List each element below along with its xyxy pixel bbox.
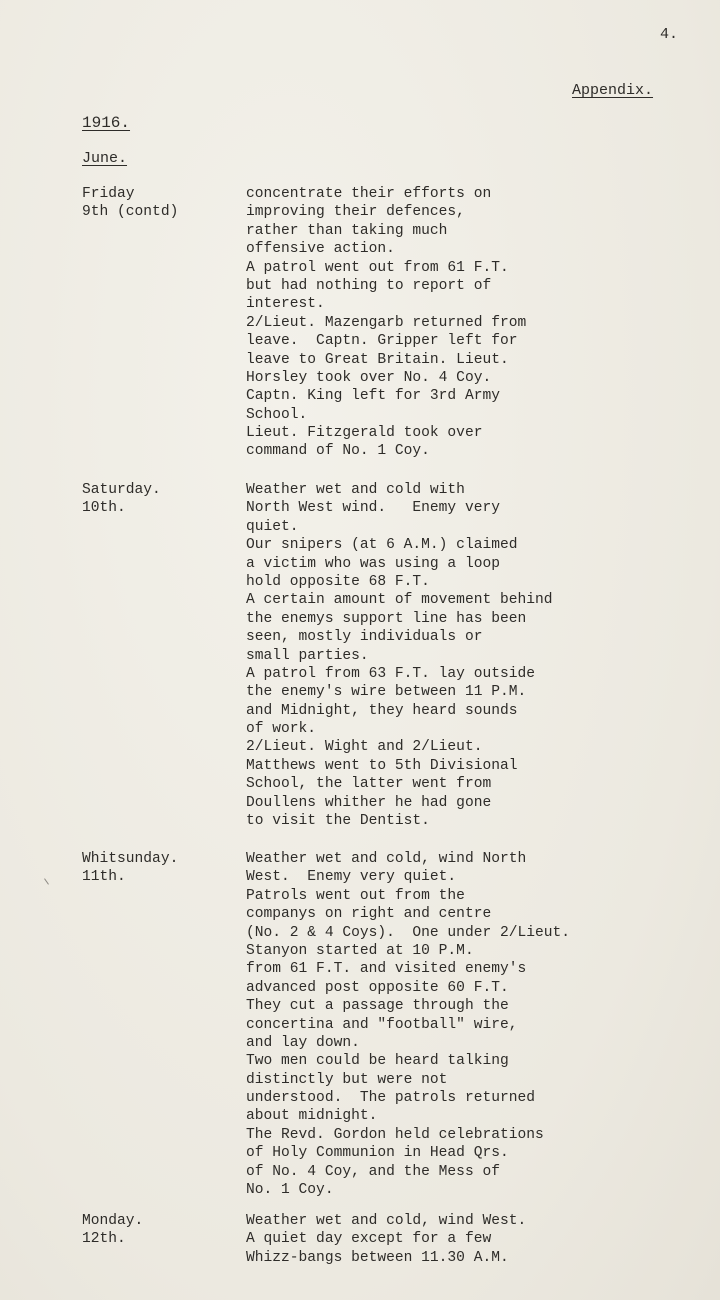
entry-text — [246, 185, 716, 461]
text-line: Matthews went to 5th Divisional — [246, 757, 518, 774]
text-line: command of No. 1 Coy. — [246, 443, 430, 460]
text-line: a victim who was using a loop — [246, 555, 500, 572]
text-line: School. — [246, 406, 308, 423]
stray-pen-mark — [44, 878, 49, 884]
text-line: rather than taking much — [246, 222, 448, 239]
appendix-heading: Appendix. — [572, 82, 654, 99]
text-line: and Midnight, they heard sounds — [246, 702, 518, 719]
text-line: concentrate their efforts on — [246, 186, 492, 202]
text-line: (No. 2 & 4 Coys). One under 2/Lieut. — [246, 924, 571, 941]
text-line: improving their defences, — [246, 204, 465, 221]
text-line: seen, mostly individuals or — [246, 629, 483, 646]
text-line: 2/Lieut. Wight and 2/Lieut. — [246, 739, 483, 756]
text-line: Weather wet and cold, wind West. — [246, 1213, 527, 1229]
text-line: West. Enemy very quiet. — [246, 869, 457, 886]
text-line: of Holy Communion in Head Qrs. — [246, 1145, 509, 1162]
text-line: from 61 F.T. and visited enemy's — [246, 961, 527, 978]
text-line: Captn. King left for 3rd Army — [246, 388, 500, 405]
text-line: Weather wet and cold, wind North — [246, 851, 527, 867]
page-number: 4. — [660, 26, 679, 43]
text-line: about midnight. — [246, 1108, 378, 1125]
text-line: A patrol from 63 F.T. lay outside — [246, 665, 536, 682]
text-line: 2/Lieut. Mazengarb returned from — [246, 314, 527, 331]
text-line: Stanyon started at 10 P.M. — [246, 942, 474, 959]
text-line: Horsley took over No. 4 Coy. — [246, 369, 492, 386]
text-line: to visit the Dentist. — [246, 813, 430, 830]
text-line: small parties. — [246, 647, 369, 664]
text-line: and lay down. — [246, 1034, 360, 1051]
entry-text — [246, 481, 716, 830]
entry-text — [246, 850, 716, 1199]
text-line: leave. Captn. Gripper left for — [246, 333, 518, 350]
entry-day-label: Whitsunday. 11th. — [82, 851, 179, 886]
text-line: North West wind. Enemy very — [246, 500, 500, 517]
entry-text — [246, 1212, 716, 1267]
text-line: hold opposite 68 F.T. — [246, 573, 430, 590]
text-line: Weather wet and cold with — [246, 482, 465, 498]
year-heading: 1916. — [82, 114, 131, 132]
text-line: No. 1 Coy. — [246, 1182, 334, 1199]
text-line: Two men could be heard talking — [246, 1053, 509, 1070]
text-line: Doullens whither he had gone — [246, 794, 492, 811]
text-line: distinctly but were not — [246, 1071, 448, 1088]
text-line: the enemy's wire between 11 P.M. — [246, 684, 527, 701]
text-line: Patrols went out from the — [246, 887, 465, 904]
text-line: leave to Great Britain. Lieut. — [246, 351, 509, 368]
text-line: interest. — [246, 296, 325, 313]
entry-day-label: Saturday. 10th. — [82, 482, 161, 517]
text-line: offensive action. — [246, 241, 395, 258]
text-line: Whizz-bangs between 11.30 A.M. — [246, 1249, 509, 1266]
text-line: advanced post opposite 60 F.T. — [246, 979, 509, 996]
text-line: A certain amount of movement behind — [246, 592, 553, 609]
text-line: concertina and "football" wire, — [246, 1016, 518, 1033]
entry-day-label: Friday 9th (contd) — [82, 186, 179, 221]
text-line: of work. — [246, 721, 317, 738]
text-line: Our snipers (at 6 A.M.) claimed — [246, 537, 518, 554]
text-line: They cut a passage through the — [246, 998, 509, 1015]
entry-day-label: Monday. 12th. — [82, 1213, 144, 1248]
text-line: the enemys support line has been — [246, 610, 527, 627]
text-line: Lieut. Fitzgerald took over — [246, 425, 483, 442]
text-line: quiet. — [246, 518, 299, 535]
text-line: companys on right and centre — [246, 906, 492, 923]
text-line: A patrol went out from 61 F.T. — [246, 259, 509, 276]
text-line: A quiet day except for a few — [246, 1231, 492, 1248]
text-line: understood. The patrols returned — [246, 1090, 536, 1107]
text-line: but had nothing to report of — [246, 277, 492, 294]
month-heading: June. — [82, 150, 128, 167]
text-line: The Revd. Gordon held celebrations — [246, 1126, 544, 1143]
text-line: of No. 4 Coy, and the Mess of — [246, 1163, 500, 1180]
text-line: School, the latter went from — [246, 776, 492, 793]
